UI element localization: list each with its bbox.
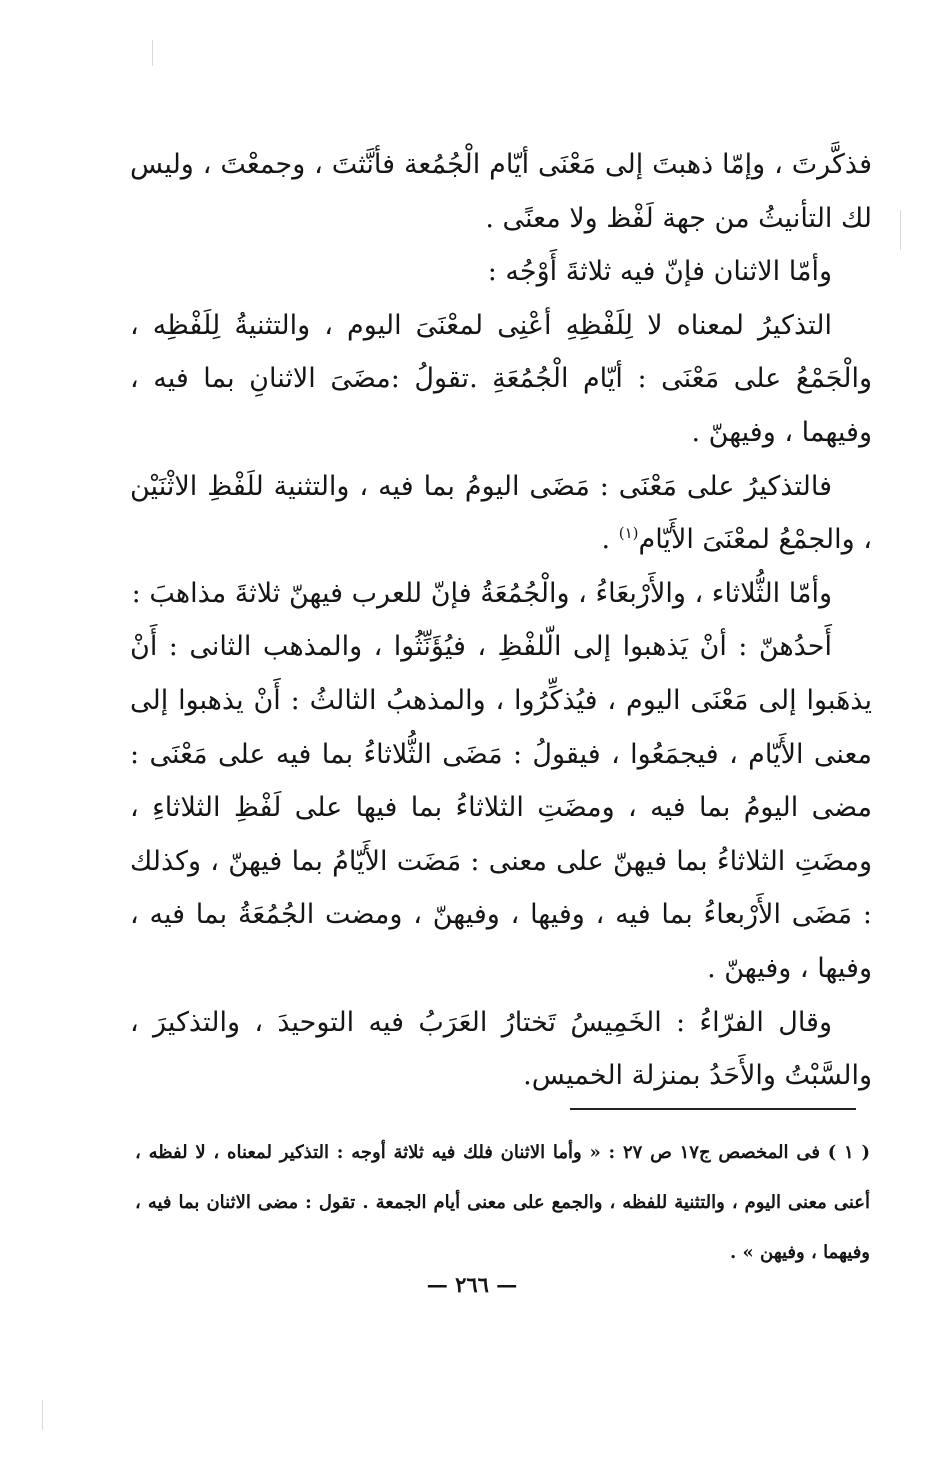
paragraph-tadhkir: التذكيرُ لمعناه لا لِلَفْظِهِ أعْنِى لمعْنَىَ اليوم ، والتثنيةُ لِلَفْظِه ، والْجَمْعُ على مَعْنَى : أيّام الْجُمُعَةِ .تقولُ :مضَىَ الاثنانِ بما فيه ، وفيهما ، وفيهنّ . [130,309,872,448]
footnote-text: ( ١ ) فى المخصص ج١٧ ص ٢٧ : « وأما الاثنان فلك فيه ثلاثة أوجه : التذكير لمعناه ، لا لفظه ، أعنى معنى اليوم ، والتثنية للفظه ، والجمع على معنى أيام الجمعة . تقول : مضى الاثنان بما فيه ، وفيهما ، وفيهن » . [135,1142,871,1263]
paragraph-explanation [130,460,872,567]
footnote-marker: (١) [618,524,639,543]
paragraph-explanation-text: فالتذكيرُ على مَعْنَى : مَضَى اليومُ بما فيه ، والتثنية للَفْظِ الاثْنَيْن ، والجمْعُ لمعْنَىَ الأَيّام [130,470,872,556]
paragraph-two-days: وأمّا الاثنان فإنّ فيه ثلاثةَ أَوْجُه : [487,256,832,288]
scan-margin-mark [42,1400,43,1430]
paragraph-madhahib: أَحدُهنّ : أنْ يَذهبوا إلى الّلفْظِ ، فيُؤَنِّثُوا ، والمذهب الثانى : أَنْ يذهَبوا إلى مَعْنَى اليوم ، فيُذكِّرُوا ، والمذهبُ الثالثُ : أَنْ يذهبوا إلى معنى الأَيّام ، فيجمَعُوا ، فيقولُ : مَضَى الثُّلاثاءُ بما فيه على مَعْنَى : مضى اليومُ بما فيه ، ومضَتِ الثلاثاءُ بما فيها على لَفْظِ الثلاثاءِ ، ومضَتِ الثلاثاءُ بما فيهنّ على معنى : مَضَت الأَيّامُ بما فيهنّ ، وكذلك : مَضَى الأَرْبعاءُ بما فيه ، وفيها ، وفيهنّ ، ومضت الجُمُعَةُ بما فيه ، وفيها ، وفيهنّ . [130,631,872,984]
page-number: — ٢٦٦ — [426,1272,518,1297]
footnote-divider [570,1108,856,1110]
footnote [135,1128,870,1278]
scan-margin-mark [900,210,901,250]
paragraph-three-days: وأمّا الثُّلاثاء ، والأَرْبعَاءُ ، والْجُمُعَةُ فإنّ للعرب فيهنّ ثلاثةَ مذاهبَ : [131,577,832,609]
main-text [130,138,872,1103]
paragraph-farra: وقال الفرّاءُ : الخَمِيسُ تَختارُ العَرَبُ فيه التوحيدَ ، والتذكيرَ ، والسَّبْتُ والأَحَدُ بمنزلة الخميس. [130,1006,872,1092]
paragraph-continued: فذكَّرتَ ، وإمّا ذهبتَ إلى مَعْنَى أيّام الْجُمُعة فأنَّثتَ ، وجمعْتَ ، وليس لك التأنيثُ من جهة لَفْظ ولا معنًى . [130,149,872,234]
scan-margin-mark [152,40,153,66]
paragraph-explanation-end: . [601,524,619,556]
